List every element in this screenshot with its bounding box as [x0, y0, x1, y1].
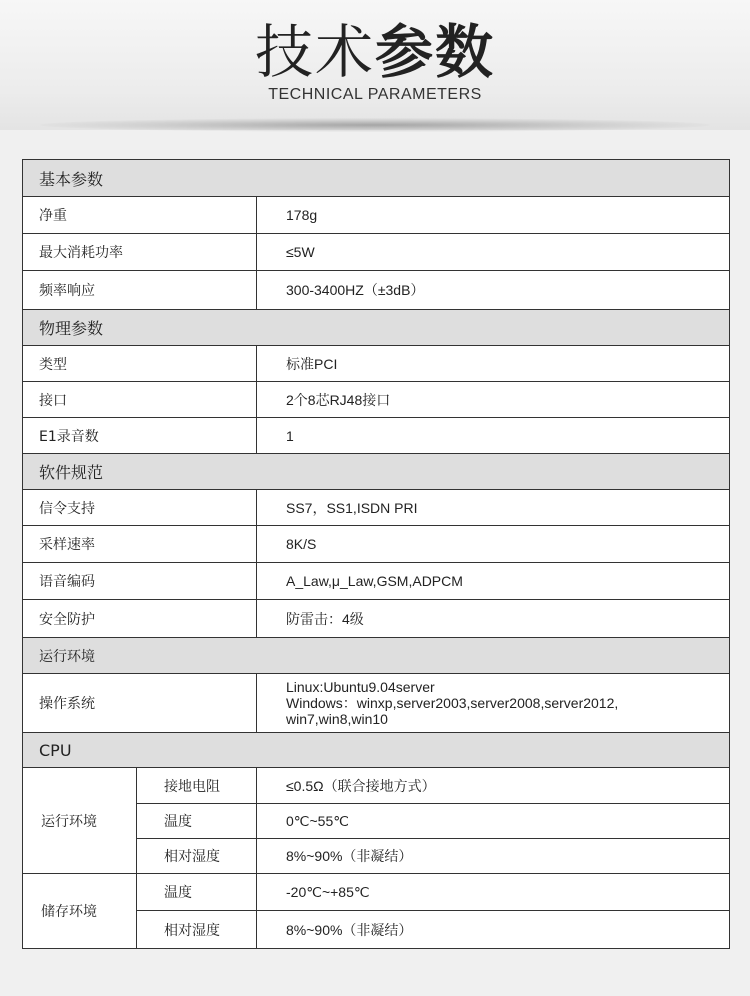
row-value: 防雷击：4级: [257, 600, 730, 638]
row-value: ≤0.5Ω（联合接地方式）: [257, 768, 730, 804]
os-value: [257, 674, 730, 733]
section-title: 软件规范: [23, 454, 730, 490]
group-label-run: 运行环境: [23, 768, 137, 874]
row-value: 标准PCI: [257, 346, 730, 382]
row-value: 300-3400HZ（±3dB）: [257, 271, 730, 310]
row-label: 相对湿度: [137, 911, 257, 949]
row-label: 频率响应: [23, 271, 257, 310]
row-value: 8K/S: [257, 526, 730, 563]
row-label: 采样速率: [23, 526, 257, 563]
row-value: 2个8芯RJ48接口: [257, 382, 730, 418]
row-value: 178g: [257, 197, 730, 234]
section-row-runtime: [23, 638, 730, 674]
row-label: 接地电阻: [137, 768, 257, 804]
group-label-store: 储存环境: [23, 874, 137, 949]
page-title-light: 技术: [254, 18, 375, 86]
row-label: 操作系统: [23, 674, 257, 733]
page-title-bold: 参数: [375, 18, 496, 86]
table-row: [23, 271, 730, 310]
table-row: [23, 234, 730, 271]
row-label: 信令支持: [23, 490, 257, 526]
row-label: 温度: [137, 874, 257, 911]
section-row-physical: [23, 310, 730, 346]
row-value: ≤5W: [257, 234, 730, 271]
section-title: 物理参数: [23, 310, 730, 346]
os-line: Linux:Ubuntu9.04server: [286, 679, 435, 695]
section-row-cpu: [23, 733, 730, 768]
row-value: 1: [257, 418, 730, 454]
table-row: [23, 563, 730, 600]
row-value: 8%~90%（非凝结）: [257, 911, 730, 949]
os-line: Windows：winxp,server2003,server2008,server2012,: [286, 695, 619, 711]
row-value: A_Law,μ_Law,GSM,ADPCM: [257, 563, 730, 600]
row-value: SS7，SS1,ISDN PRI: [257, 490, 730, 526]
section-row-software: [23, 454, 730, 490]
table-row: [23, 600, 730, 638]
row-label: 净重: [23, 197, 257, 234]
section-title: 基本参数: [23, 160, 730, 197]
row-label: 温度: [137, 804, 257, 839]
table-row: [23, 382, 730, 418]
table-row: [23, 674, 730, 733]
page-subtitle: TECHNICAL PARAMETERS: [268, 86, 482, 103]
table-row: [23, 346, 730, 382]
table-row: [23, 197, 730, 234]
table-row: [23, 874, 730, 911]
header-shadow: [40, 118, 710, 132]
section-row-basic: [23, 160, 730, 197]
section-title: 运行环境: [23, 638, 730, 674]
os-line: win7,win8,win10: [286, 711, 388, 727]
row-value: 8%~90%（非凝结）: [257, 839, 730, 874]
page-title: [0, 18, 750, 86]
row-label: 类型: [23, 346, 257, 382]
row-label: 安全防护: [23, 600, 257, 638]
table-row: [23, 418, 730, 454]
table-row: [23, 526, 730, 563]
row-label: E1录音数: [23, 418, 257, 454]
table-row: [23, 490, 730, 526]
row-label: 相对湿度: [137, 839, 257, 874]
spec-table: [22, 159, 730, 949]
row-value: -20℃~+85℃: [257, 874, 730, 911]
row-label: 接口: [23, 382, 257, 418]
table-row: [23, 768, 730, 804]
row-label: 最大消耗功率: [23, 234, 257, 271]
row-label: 语音编码: [23, 563, 257, 600]
row-value: 0℃~55℃: [257, 804, 730, 839]
section-title: CPU: [23, 733, 730, 768]
